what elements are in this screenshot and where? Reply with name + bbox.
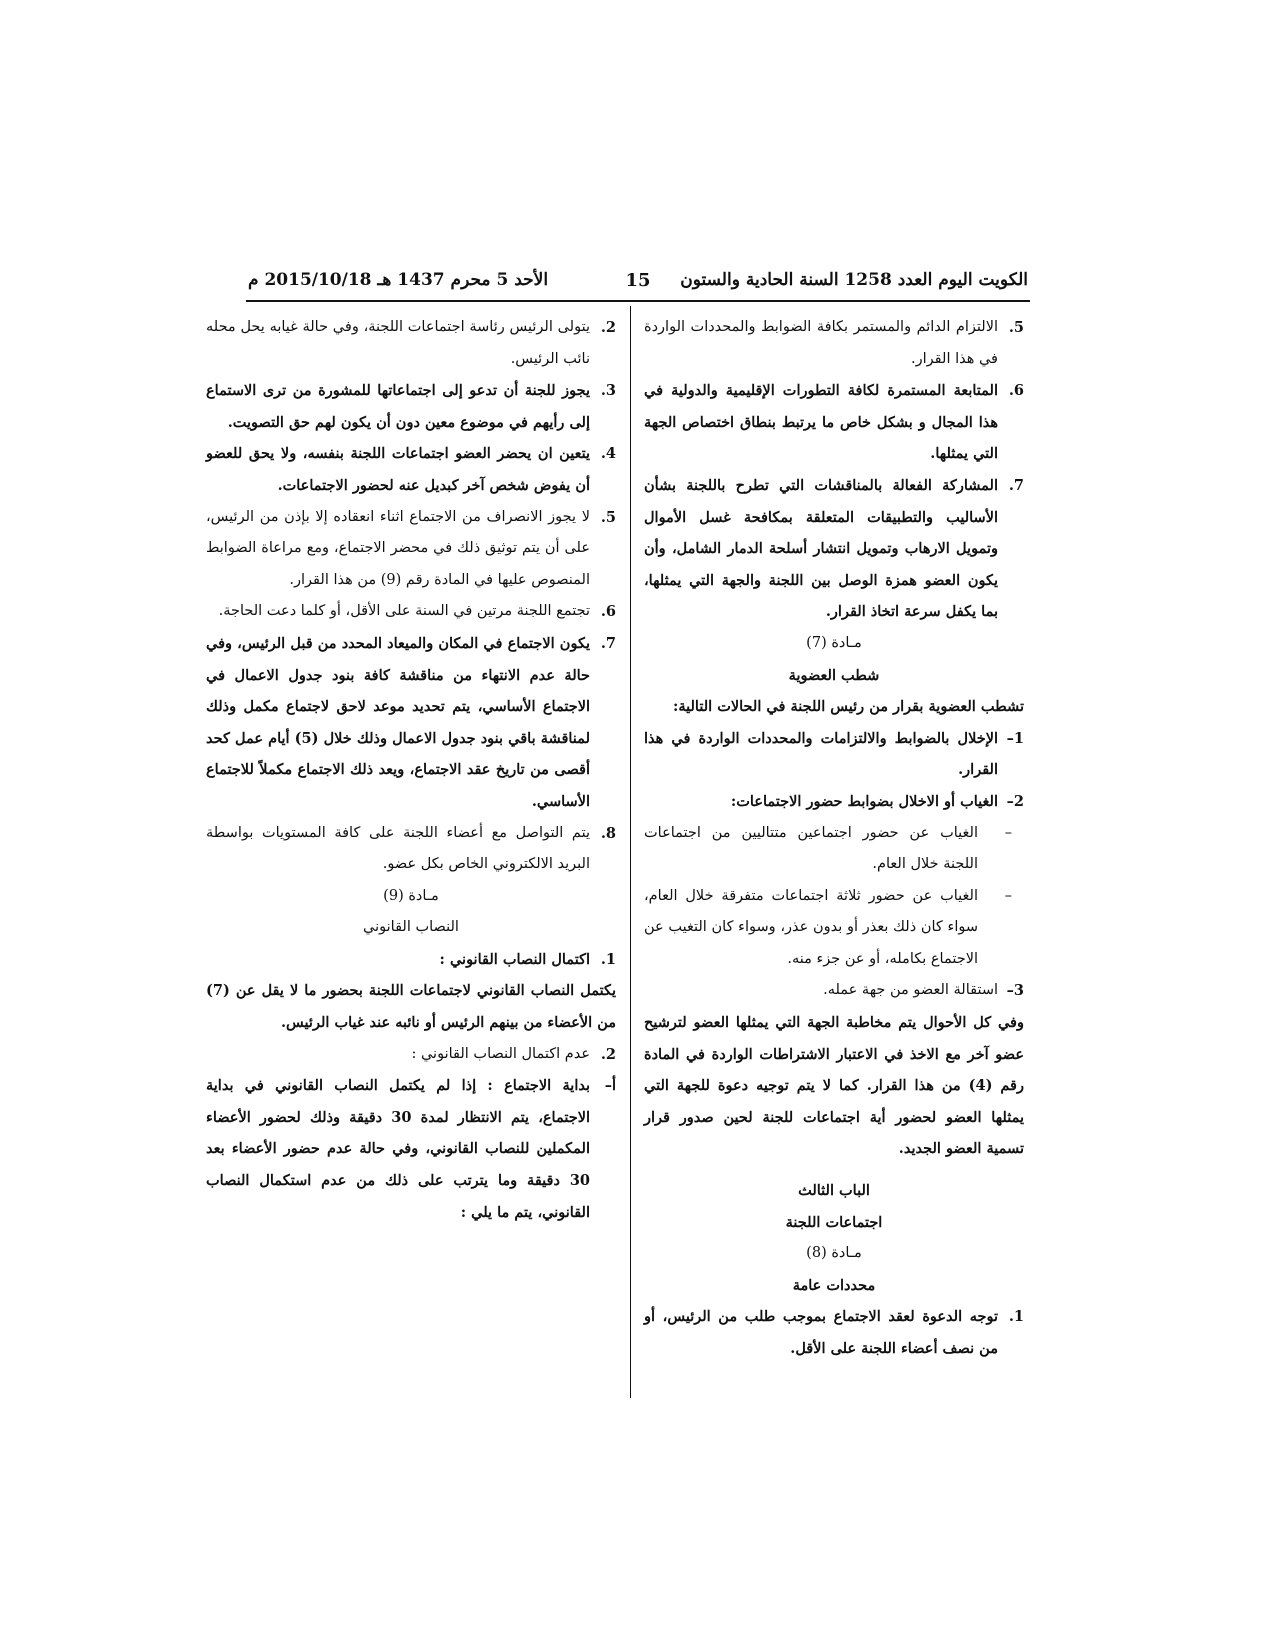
dash-text: الغياب عن حضور ثلاثة اجتماعات متفرقة خلال العام، سواء كان ذلك بعذر أو بدون عذر، وسواء كان التغيب عن الاجتماع بكامله، أو عن جزء منه. [644, 887, 978, 967]
case-text: الإخلال بالضوابط والالتزامات والمحددات الواردة في هذا القرار. [644, 729, 998, 779]
header-date: الأحد 5 محرم 1437 هـ 2015/10/18 م [248, 270, 549, 290]
item-text: يتعين ان يحضر العضو اجتماعات اللجنة بنفسه، ولا يحق للعضو أن يفوض شخص آخر كبديل عنه لحضور الاجتماعات. [206, 445, 590, 494]
case-text: الغياب أو الاخلال بضوابط حضور الاجتماعات: [730, 792, 998, 810]
right-column [644, 312, 1024, 1365]
list-item [206, 312, 616, 375]
dash-item [644, 818, 1024, 881]
case-number: 2– [1006, 792, 1024, 810]
quorum-item [206, 1039, 616, 1071]
item-text: تجتمع اللجنة مرتين في السنة على الأقل، أو كلما دعت الحاجة. [218, 603, 590, 620]
list-item [206, 438, 616, 501]
item-text: الالتزام الدائم والمستمر بكافة الضوابط والمحددات الواردة في هذا القرار. [644, 319, 998, 367]
item-number: 4. [600, 445, 616, 463]
list-item [644, 375, 1024, 470]
item-text: المشاركة الفعالة بالمناقشات التي تطرح باللجنة بشأن الأساليب والتطبيقات المتعلقة بمكافحة غسل الأموال وتمويل الارهاب وتمويل انتشار أسلحة الدمار الشامل، وأن يكون العضو همزة الوصل بين اللجنة والجهة التي يمثلها، بما يكفل سرعة اتخاذ القرار. [644, 476, 998, 621]
list-item [206, 502, 616, 597]
list-item [206, 818, 616, 881]
list-item [644, 312, 1024, 375]
item-number: 2. [600, 1045, 616, 1063]
item-number: 7. [1008, 476, 1024, 494]
left-column [206, 312, 616, 1228]
dash-mark: – [1004, 887, 1012, 904]
closing-paragraph: وفي كل الأحوال يتم مخاطبة الجهة التي يمثلها العضو لترشيح عضو آخر مع الاخذ في الاعتبار الاشتراطات الواردة في المادة رقم (4) من هذا القرار. كما لا يتم توجيه دعوة للجهة التي يمثلها العضو لحضور أية اجتماعات للجنة لحين صدور قرار تسمية العضو الجديد. [644, 1014, 1024, 1158]
page-header [248, 266, 1028, 300]
chapter-subtitle: اجتماعات اللجنة [785, 1213, 883, 1231]
membership-intro: تشطب العضوية بقرار من رئيس اللجنة في الحالات التالية: [673, 698, 1024, 716]
list-item [644, 470, 1024, 628]
item-number: 2. [600, 319, 616, 336]
header-publication: الكويت اليوم العدد 1258 السنة الحادية والستون [680, 270, 1028, 290]
article-9-title: مـادة (9) [383, 887, 439, 904]
case-item [644, 975, 1024, 1007]
article-7-subtitle: شطب العضوية [788, 666, 880, 684]
item-number: 3. [600, 382, 616, 400]
item-number: 5. [600, 508, 616, 526]
list-item [206, 375, 616, 438]
item-number: 1. [1008, 1308, 1024, 1326]
column-divider [630, 306, 631, 1398]
dash-mark: – [1004, 824, 1012, 841]
page-number: 15 [625, 270, 651, 291]
item-number: 6. [1008, 382, 1024, 400]
case-number: 3– [1006, 982, 1024, 1000]
item-number: 8. [600, 824, 616, 842]
item-text: عدم اكتمال النصاب القانوني : [411, 1045, 590, 1062]
list-item [644, 1301, 1024, 1364]
item-text: لا يجوز الانصراف من الاجتماع اثناء انعقاده إلا بإذن من الرئيس، على أن يتم توثيق ذلك في محضر الاجتماع، ومع مراعاة الضوابط المنصوص عليها في المادة رقم (9) من هذا القرار. [206, 508, 590, 588]
item-text: بداية الاجتماع : إذا لم يكتمل النصاب القانوني في بداية الاجتماع، يتم الانتظار لمدة 30 دقيقة وذلك لحضور الأعضاء المكملين للنصاب القانوني، وفي حالة عدم حضور الأعضاء بعد 30 دقيقة وما يترتب على ذلك من عدم استكمال النصاب القانوني، يتم ما يلي : [206, 1077, 590, 1221]
article-9-subtitle: النصاب القانوني [363, 919, 459, 936]
article-7-title: مـادة (7) [806, 634, 862, 651]
list-item [206, 628, 616, 818]
quorum-item [206, 944, 616, 976]
item-text: المتابعة المستمرة لكافة التطورات الإقليمية والدولية في هذا المجال و بشكل خاص ما يرتبط بنطاق اختصاص الجهة التي يمثلها. [644, 382, 998, 463]
item-number: 7. [600, 634, 616, 652]
article-8-title: مـادة (8) [806, 1245, 862, 1262]
item-text: توجه الدعوة لعقد الاجتماع بموجب طلب من الرئيس، أو من نصف أعضاء اللجنة على الأقل. [644, 1308, 998, 1357]
dash-text: الغياب عن حضور اجتماعين متتاليين من اجتماعات اللجنة خلال العام. [644, 824, 978, 873]
chapter-title: الباب الثالث [798, 1182, 870, 1200]
list-item [206, 596, 616, 628]
item-number: 5. [1008, 319, 1024, 336]
item-text: يكون الاجتماع في المكان والميعاد المحدد من قبل الرئيس، وفي حالة عدم الانتهاء من مناقشة كافة بنود جدول الاعمال في الاجتماع الأساسي، يتم تحديد موعد لاحق لاجتماع مكمل وذلك لمناقشة باقي بنود جدول الاعمال وذلك خلال (5) أيام عمل كحد أقصى من تاريخ عقد الاجتماع، ويعد ذلك الاجتماع مكملاً للاجتماع الأساسي. [206, 634, 590, 810]
header-rule [246, 300, 1030, 302]
quorum-sub-item [206, 1070, 616, 1228]
case-item [644, 723, 1024, 786]
item-number: أ– [604, 1077, 616, 1095]
dash-item [644, 881, 1024, 976]
item-text: اكتمال النصاب القانوني : [439, 950, 590, 968]
item-number: 1. [600, 950, 616, 968]
item-text: يتولى الرئيس رئاسة اجتماعات اللجنة، وفي حالة غيابه يحل محله نائب الرئيس. [206, 319, 590, 367]
case-number: 1– [1006, 729, 1024, 747]
item-text: يتم التواصل مع أعضاء اللجنة على كافة المستويات بواسطة البريد الالكتروني الخاص بكل عضو. [206, 824, 590, 873]
quorum-paragraph: يكتمل النصاب القانوني لاجتماعات اللجنة بحضور ما لا يقل عن (7) من الأعضاء من بينهم الرئيس أو نائبه عند غياب الرئيس. [206, 982, 616, 1032]
item-number: 6. [600, 603, 616, 621]
article-8-subtitle: محددات عامة [792, 1276, 876, 1294]
case-text: استقالة العضو من جهة عمله. [823, 982, 998, 999]
item-text: يجوز للجنة أن تدعو إلى اجتماعاتها للمشورة من ترى الاستماع إلى رأيهم في موضوع معين دون أن يكون لهم حق التصويت. [206, 382, 590, 431]
case-item [644, 786, 1024, 818]
